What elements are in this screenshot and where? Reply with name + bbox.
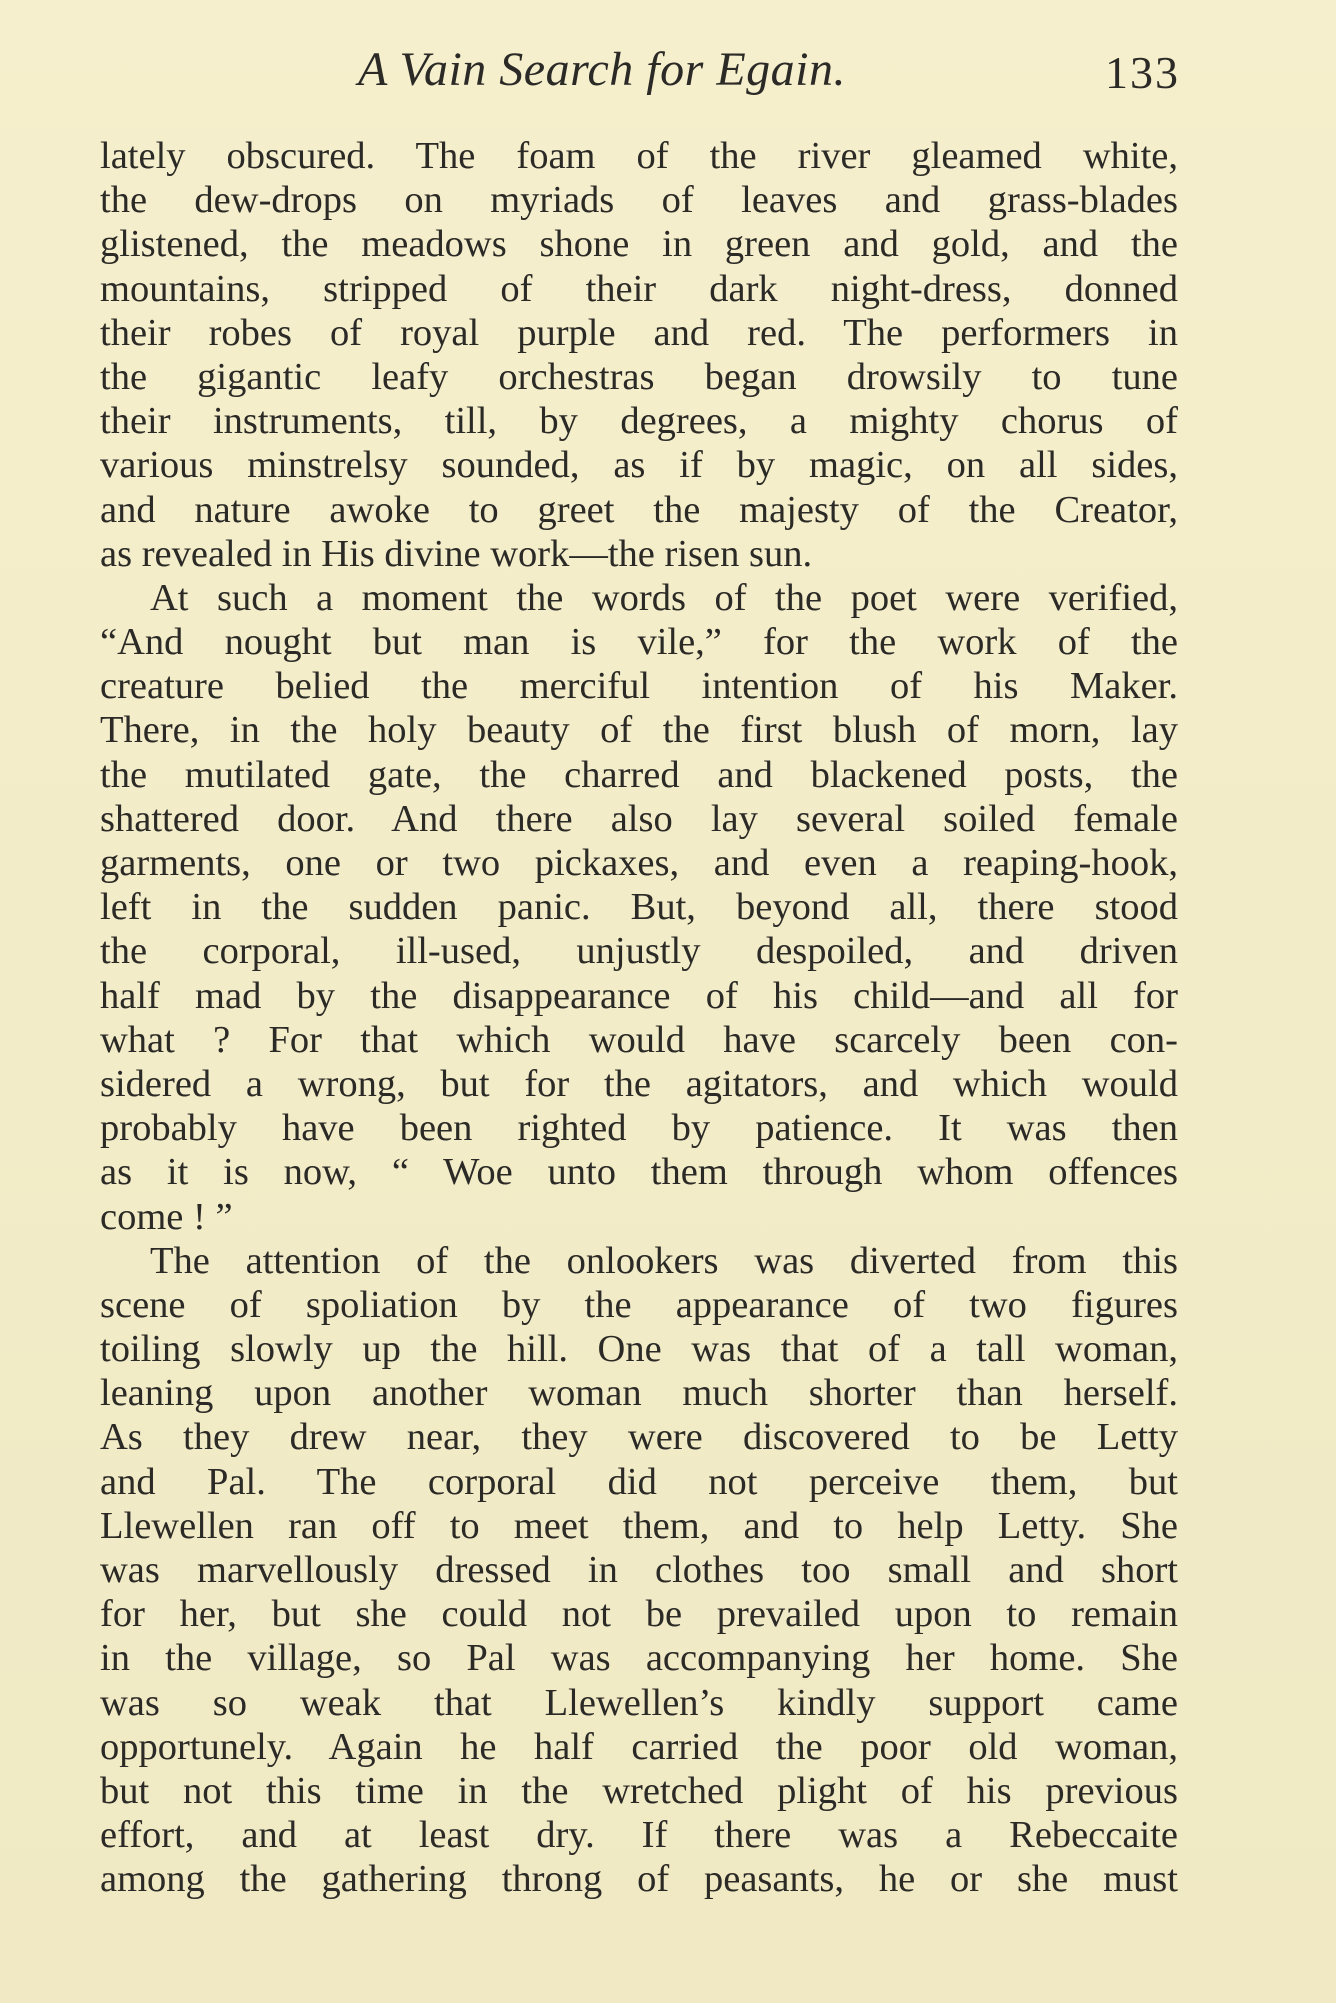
page-number: 133 bbox=[1105, 47, 1180, 98]
text-line: At such a moment the words of the poet were verified, bbox=[150, 576, 1178, 619]
text-line: the gigantic leafy orchestras began drowsily to tune bbox=[100, 355, 1178, 398]
text-line: The attention of the onlookers was diverted from this bbox=[150, 1239, 1178, 1282]
text-line: Llewellen ran off to meet them, and to help Letty. She bbox=[100, 1504, 1178, 1547]
text-line: toiling slowly up the hill. One was that of a tall woman, bbox=[100, 1328, 1178, 1371]
text-line: in the village, so Pal was accompanying her home. She bbox=[100, 1637, 1178, 1680]
text-line: various minstrelsy sounded, as if by magic, on all sides, bbox=[100, 444, 1178, 487]
text-line: the corporal, ill-used, unjustly despoiled, and driven bbox=[100, 930, 1178, 973]
text-line: As they drew near, they were discovered to be Letty bbox=[100, 1416, 1178, 1459]
text-line: effort, and at least dry. If there was a Rebeccaite bbox=[100, 1814, 1178, 1857]
text-line: was marvellously dressed in clothes too small and short bbox=[100, 1549, 1178, 1591]
text-line: garments, one or two pickaxes, and even a reaping-hook, bbox=[100, 842, 1178, 884]
text-line: sidered a wrong, but for the agitators, and which would bbox=[100, 1062, 1178, 1105]
running-title: A Vain Search for Egain. bbox=[358, 43, 846, 96]
text-line: lately obscured. The foam of the river gleamed white, bbox=[100, 135, 1178, 177]
text-line: shattered door. And there also lay several soiled female bbox=[100, 797, 1178, 840]
text-line: and Pal. The corporal did not perceive them, but bbox=[100, 1460, 1178, 1503]
text-line: left in the sudden panic. But, beyond all, there stood bbox=[100, 886, 1178, 929]
text-line: their instruments, till, by degrees, a mighty chorus of bbox=[100, 400, 1178, 443]
text-line: as revealed in His divine work—the risen sun. bbox=[100, 532, 813, 575]
text-line: scene of spoliation by the appearance of two figures bbox=[100, 1283, 1178, 1326]
text-line: was so weak that Llewellen’s kindly support came bbox=[100, 1681, 1178, 1724]
text-line: and nature awoke to greet the majesty of the Creator, bbox=[100, 488, 1178, 531]
text-line: opportunely. Again he half carried the poor old woman, bbox=[100, 1725, 1178, 1768]
text-line: their robes of royal purple and red. The performers in bbox=[100, 311, 1178, 354]
text-line: the mutilated gate, the charred and blackened posts, the bbox=[100, 753, 1178, 796]
text-line: mountains, stripped of their dark night-dress, donned bbox=[100, 267, 1178, 310]
text-line: but not this time in the wretched plight of his previous bbox=[100, 1769, 1178, 1812]
text-line: for her, but she could not be prevailed upon to remain bbox=[100, 1593, 1178, 1636]
running-head bbox=[100, 42, 1180, 112]
paragraph-3 bbox=[100, 1239, 1178, 1902]
text-line: half mad by the disappearance of his child—and all for bbox=[100, 974, 1178, 1017]
text-line: “And nought but man is vile,” for the work of the bbox=[100, 621, 1178, 664]
text-line: glistened, the meadows shone in green and gold, and the bbox=[100, 223, 1178, 266]
paragraph-2 bbox=[100, 576, 1178, 1239]
text-line: probably have been righted by patience. It was then bbox=[100, 1107, 1178, 1150]
paragraph-1 bbox=[100, 134, 1178, 576]
text-line: among the gathering throng of peasants, he or she must bbox=[100, 1858, 1178, 1901]
text-line: come ! ” bbox=[100, 1195, 233, 1238]
text-line: There, in the holy beauty of the first blush of morn, lay bbox=[100, 709, 1178, 752]
body-text bbox=[100, 134, 1178, 1902]
text-line: as it is now, “ Woe unto them through whom offences bbox=[100, 1151, 1178, 1194]
text-line: the dew-drops on myriads of leaves and grass-blades bbox=[100, 179, 1178, 222]
text-line: creature belied the merciful intention of his Maker. bbox=[100, 665, 1178, 708]
text-line: leaning upon another woman much shorter than herself. bbox=[100, 1372, 1178, 1415]
text-line: what ? For that which would have scarcely been con- bbox=[100, 1018, 1178, 1061]
